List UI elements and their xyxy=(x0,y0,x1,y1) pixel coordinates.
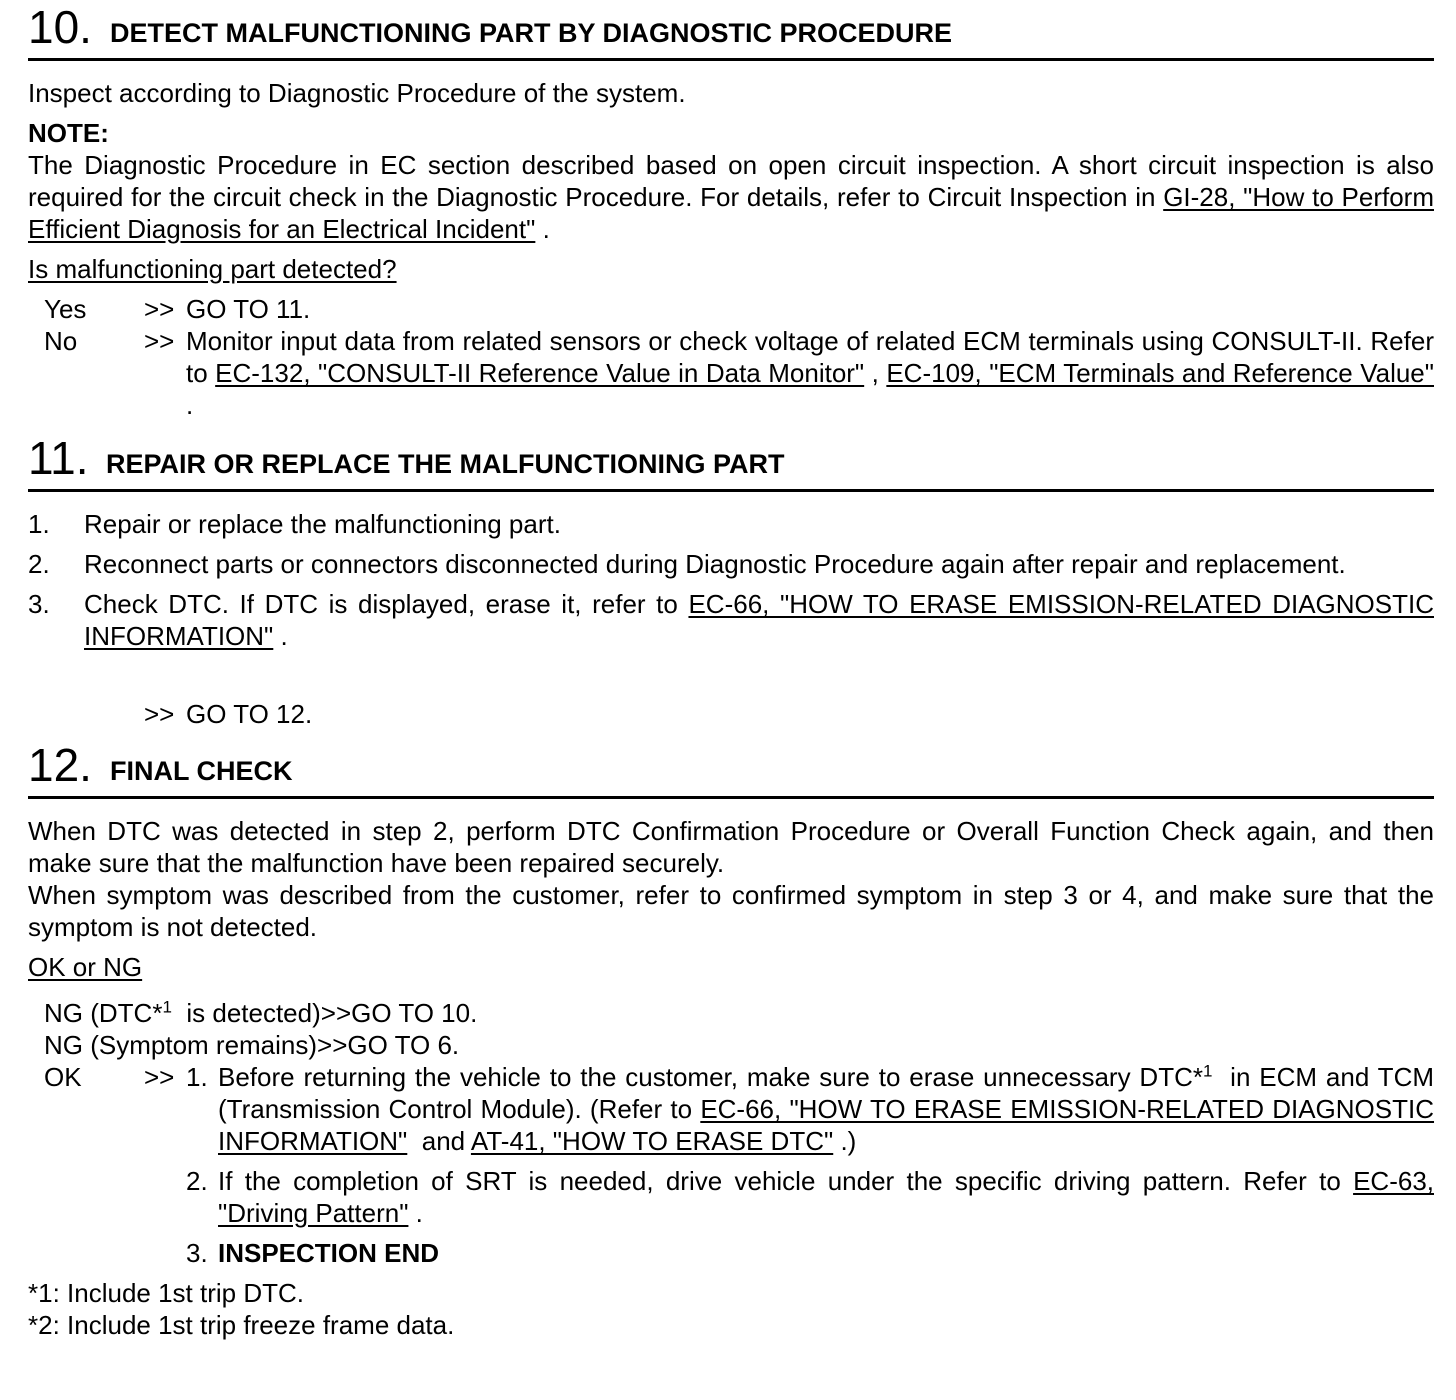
answer-yes-key: Yes xyxy=(44,294,87,324)
answer-no: No >> Monitor input data from related sensors or check voltage of related ECM terminals using CONSULT-II. Refer to EC-132, "CONSULT-II Reference Value in Data Monitor" , EC-109, "ECM Terminals and Reference Value" . xyxy=(28,325,1434,421)
link-at-41[interactable]: AT-41, "HOW TO ERASE DTC" xyxy=(470,1126,834,1156)
answer-no-text: Monitor input data from related sensors or check voltage of related ECM terminals using CONSULT-II. Refer to EC-132, "CONSULT-II Reference Value in Data Monitor" , EC-109, "ECM Terminals and Reference Value" . xyxy=(186,326,1434,420)
step-10-header xyxy=(28,0,1434,61)
step-12-para-1: When DTC was detected in step 2, perform DTC Confirmation Procedure or Overall Function Check again, and then make sure that the malfunction have been repaired securely. xyxy=(28,816,1434,878)
ok-sub-item-2: 2. If the completion of SRT is needed, drive vehicle under the specific driving pattern. Refer to EC-63, "Driving Pattern" . xyxy=(186,1166,1434,1228)
step-10-question: Is malfunctioning part detected? xyxy=(28,254,397,284)
answer-yes: Yes >> GO TO 11. xyxy=(28,293,1434,325)
document-page xyxy=(28,0,1442,1341)
answer-no-key: No xyxy=(44,326,78,356)
ng-symptom-remains: NG (Symptom remains)>>GO TO 6. xyxy=(44,1030,460,1060)
note-text: The Diagnostic Procedure in EC section described based on open circuit inspection. A short circuit inspection is also required for the circuit check in the Diagnostic Procedure. For details, refer to Circuit Inspection in xyxy=(28,150,1434,212)
step-12-title: FINAL CHECK xyxy=(110,756,293,786)
note-label: NOTE: xyxy=(28,118,109,148)
ok-sub-item-3: 3. INSPECTION END xyxy=(186,1238,440,1268)
step-11-item-2: 2. Reconnect parts or connectors disconnected during Diagnostic Procedure again after repair and replacement. xyxy=(28,549,1346,579)
step-11-goto: >> GO TO 12. xyxy=(144,699,313,729)
ok-sub-item-1: 1. Before returning the vehicle to the customer, make sure to erase unnecessary DTC*$^1$ in ECM and TCM (Transmission Control Module). (Refer to EC-66, "HOW TO ERASE EMISSION-RELATED DIAGNOSTIC INFORMATION" and AT-41, "HOW TO ERASE DTC" .) xyxy=(186,1061,1442,1156)
link-gi-28[interactable]: GI-28, "How to Perform Efficient Diagnosis for an Electrical Incident" xyxy=(28,182,1434,244)
step-12-number: 12. xyxy=(28,739,92,791)
step-11-item-1: 1. Repair or replace the malfunctioning part. xyxy=(28,509,561,539)
link-ec-132[interactable]: EC-132, "CONSULT-II Reference Value in Data Monitor" xyxy=(215,358,865,388)
step-10-intro: Inspect according to Diagnostic Procedure of the system. xyxy=(28,78,686,108)
step-12-question: OK or NG xyxy=(28,952,143,982)
link-ec-66-b[interactable]: EC-66, "HOW TO ERASE EMISSION-RELATED DIAGNOSTIC INFORMATION" xyxy=(218,1094,1435,1156)
step-11-item-3: 3. Check DTC. If DTC is displayed, erase it, refer to EC-66, "HOW TO ERASE EMISSION-RELATED DIAGNOSTIC INFORMATION" . xyxy=(28,589,1434,651)
step-12-header xyxy=(28,738,1434,799)
ng-dtc-detected: NG (DTC*$^1$ is detected)>>GO TO 10. xyxy=(44,997,478,1028)
step-11-number: 11. xyxy=(28,432,89,484)
answer-ok: OK >> 1. Before returning the vehicle to the customer, make sure to erase unnecessary DTC*$^1$ in ECM and TCM (Transmission Control Module). (Refer to EC-66, "HOW TO ERASE EMISSION-RELATED DIAGNOSTIC INFORMATION" and AT-41, "HOW TO ERASE DTC" .) 2. If the completion of SRT is needed, drive vehicle under the specific driving pattern. Refer to EC-63, "Driving Pattern" . 3. INSPECTION END xyxy=(28,1061,1434,1277)
step-11-header xyxy=(28,431,1434,492)
answer-yes-text: GO TO 11. xyxy=(186,294,311,324)
footnote-2: *2: Include 1st trip freeze frame data. xyxy=(28,1310,455,1340)
step-10-title: DETECT MALFUNCTIONING PART BY DIAGNOSTIC PROCEDURE xyxy=(110,18,953,48)
link-ec-109[interactable]: EC-109, "ECM Terminals and Reference Value" xyxy=(886,358,1434,388)
step-11-title: REPAIR OR REPLACE THE MALFUNCTIONING PART xyxy=(106,449,785,479)
link-ec-66[interactable]: EC-66, "HOW TO ERASE EMISSION-RELATED DIAGNOSTIC INFORMATION" xyxy=(84,589,1434,651)
note-paragraph: The Diagnostic Procedure in EC section described based on open circuit inspection. A short circuit inspection is also required for the circuit check in the Diagnostic Procedure. For details, refer to Circuit Inspection in GI-28, "How to Perform Efficient Diagnosis for an Electrical Incident" . xyxy=(28,150,1434,244)
footnote-1: *1: Include 1st trip DTC. xyxy=(28,1278,304,1308)
link-ec-63[interactable]: EC-63, "Driving Pattern" xyxy=(218,1166,1434,1228)
step-10-number: 10. xyxy=(28,1,92,53)
step-12-para-2: When symptom was described from the customer, refer to confirmed symptom in step 3 or 4, and make sure that the symptom is not detected. xyxy=(28,880,1434,942)
answer-ok-key: OK xyxy=(44,1062,82,1092)
